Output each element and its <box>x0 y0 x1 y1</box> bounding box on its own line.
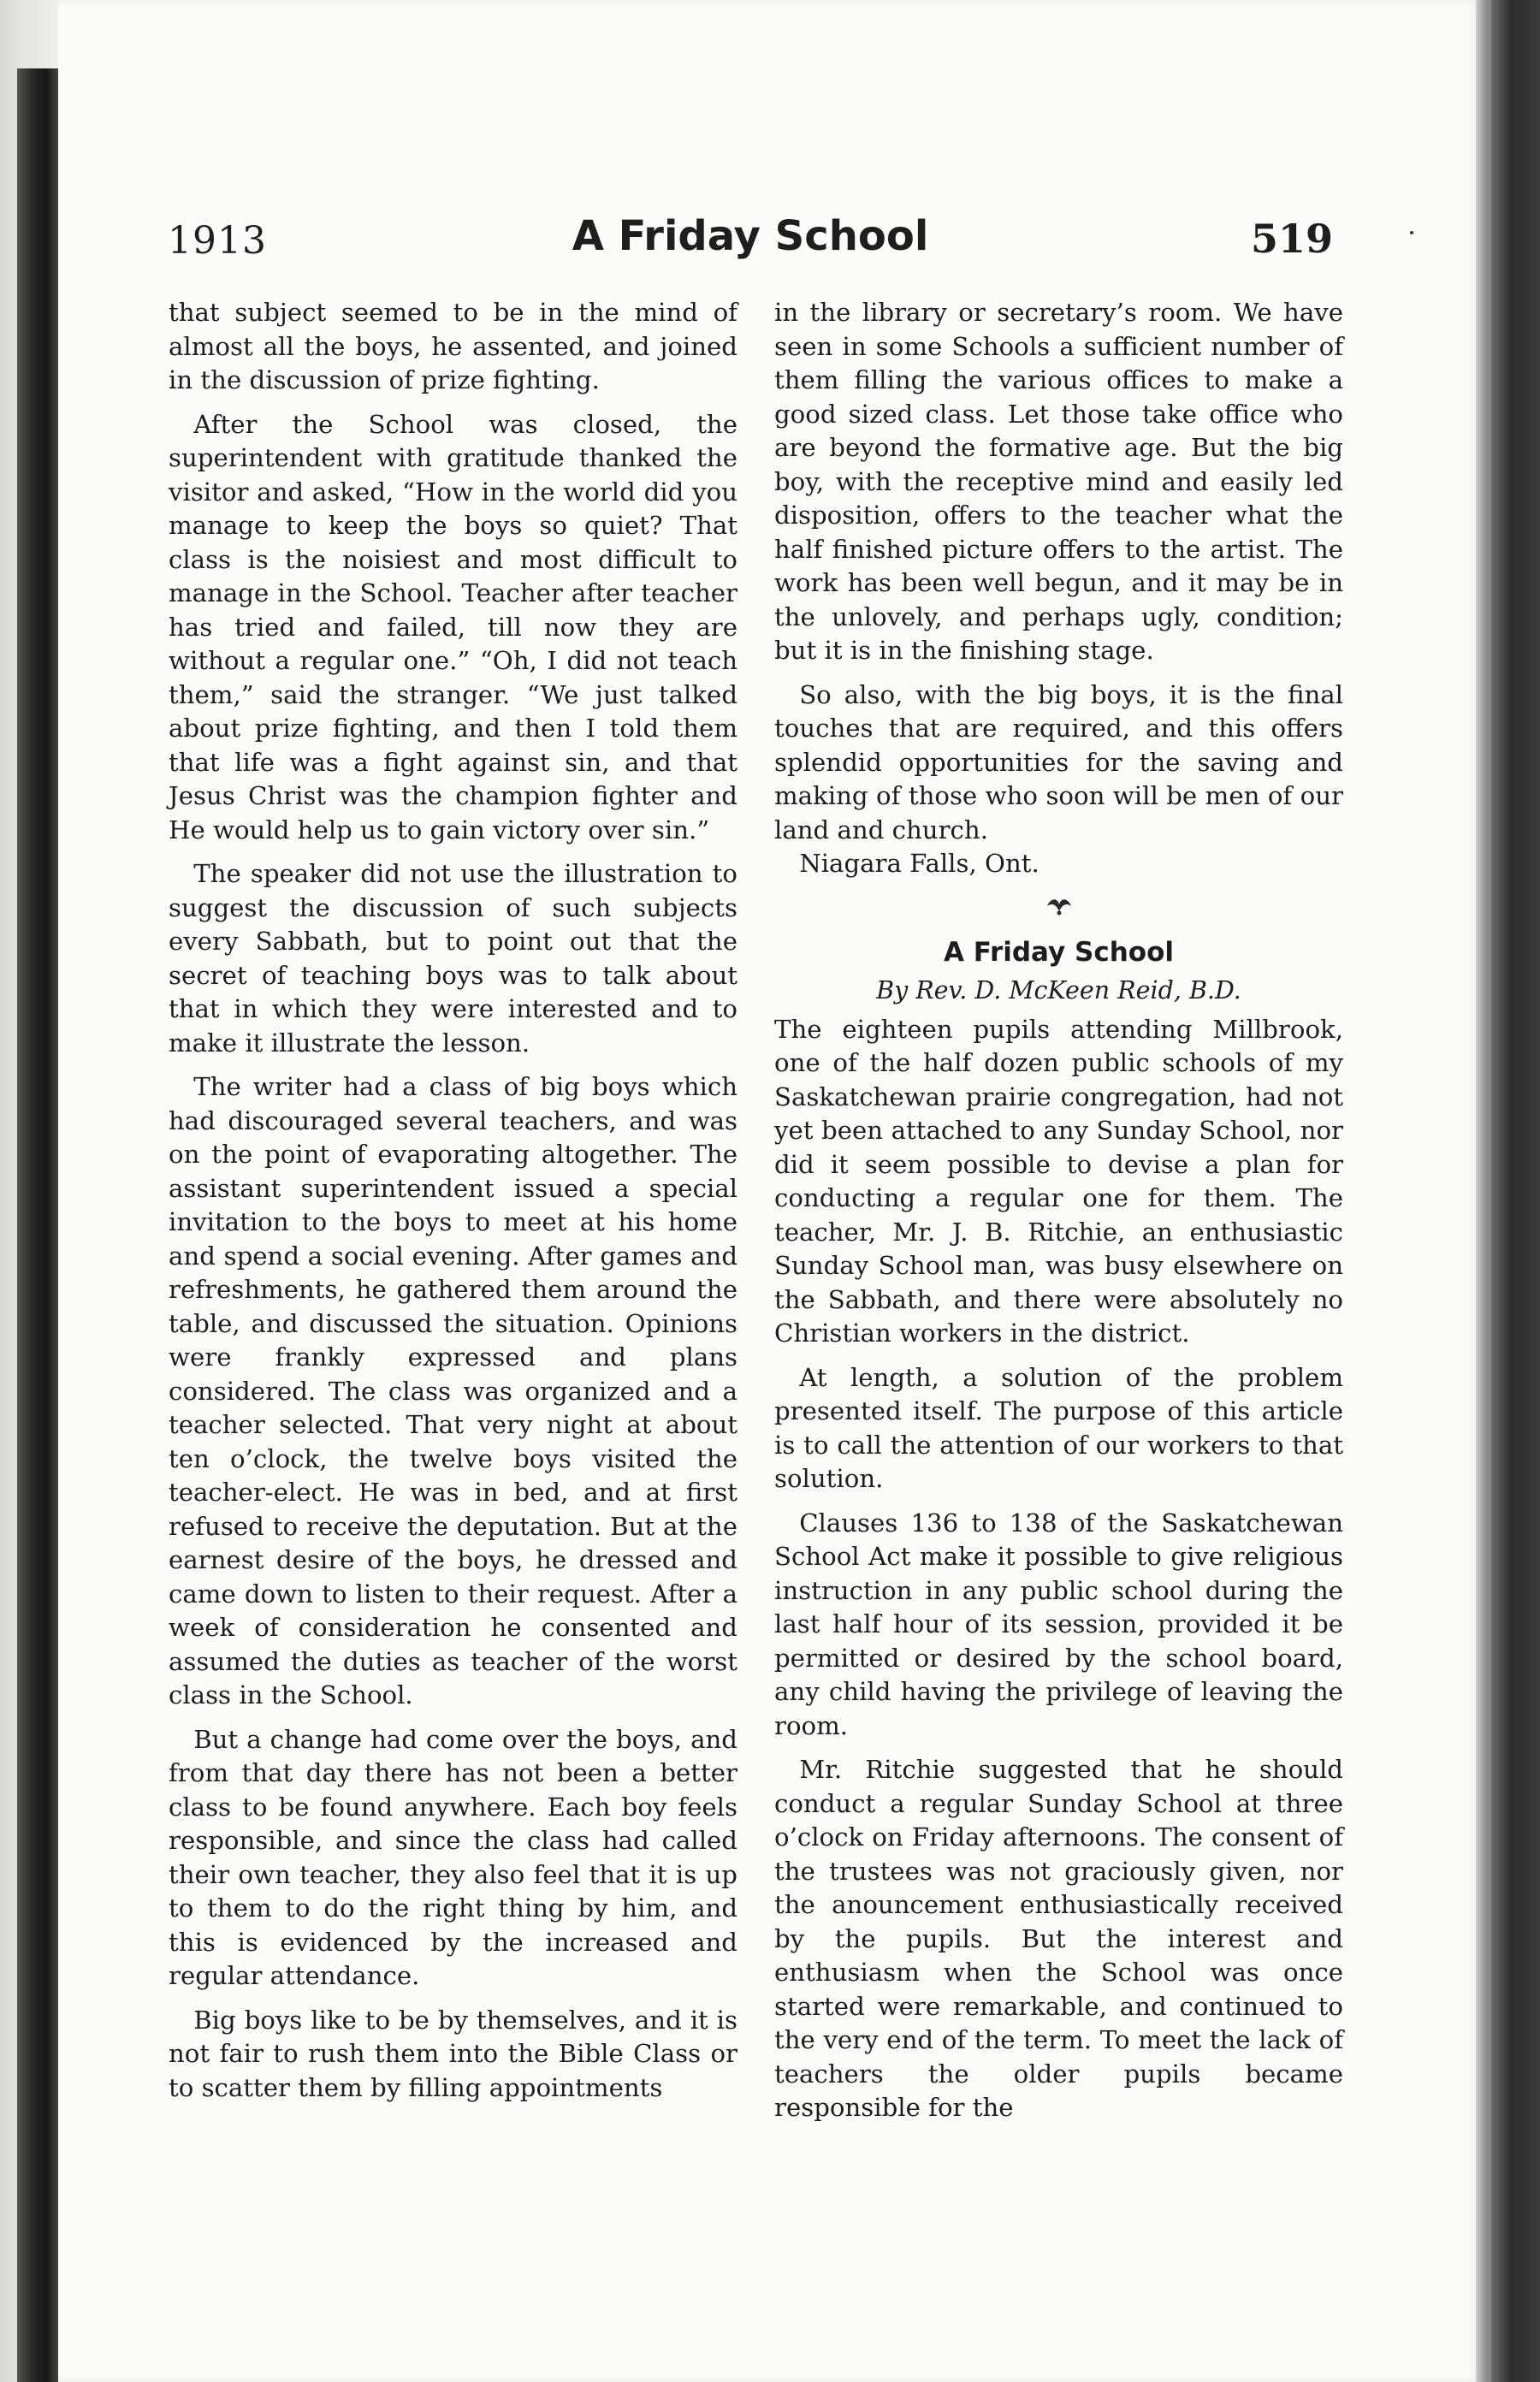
place-signature: Niagara Falls, Ont. <box>799 849 1040 878</box>
paragraph: Mr. Ritchie suggested that he should conduct a regular Sunday School at three o’clock on Friday afternoons. The consent of the trustees was not graciously given, nor the anouncement enthusiastically received by the pupils. But the interest and enthusiasm when the School was once started were remarkable, and continued to the very end of the term. To meet the lack of teachers the older pupils became responsible for the <box>774 1755 1343 2122</box>
paragraph: So also, with the big boys, it is the final touches that are required, and this offers splendid opportunities for the saving and making of those who soon will be men of our land and church. <box>774 679 1343 844</box>
running-head-year: 1913 <box>168 219 267 263</box>
paragraph: The eighteen pupils attending Millbrook, one of the half dozen public schools of my Saskatchewan prairie congregation, had not yet been attached to any Sunday School, nor did it seem possible to devise a plan for conducting a regular one for them. The teacher, Mr. J. B. Ritchie, an enthusiastic Sunday School man, was busy elsewhere on the Sabbath, and there were absolutely no Christian workers in the district. <box>774 1014 1343 1348</box>
page-edge-shadow <box>1476 0 1540 2382</box>
right-column <box>774 296 1343 2125</box>
section-ornament <box>774 881 1343 927</box>
running-head-title: A Friday School <box>572 212 929 260</box>
spine-shadow <box>17 68 58 2382</box>
article-title: A Friday School <box>943 936 1175 968</box>
paragraph: After the School was closed, the superintendent with gratitude thanked the visitor and asked, “How in the world did you manage to keep the boys so quiet? That class is the noisiest and most difficult to manage in the School. Teacher after teacher has tried and failed, till now they are without a regular one.” “Oh, I did not teach them,” said the stranger. “We just talked about prize fighting, and then I told them that life was a fight against sin, and that Jesus Christ was the champion fighter and He would help us to gain victory over sin.” <box>169 409 737 844</box>
paragraph: The writer had a class of big boys which had discouraged several teachers, and was on the point of evaporating altogether. The assistant superintendent issued a special invitation to the boys to meet at his home and spend a social evening. After games and refreshments, he gathered them around the table, and discussed the situation. Opinions were frankly expressed and plans considered. The class was organized and a teacher selected. That very night at about ten o’clock, the twelve boys visited the teacher-elect. He was in bed, and at first refused to receive the deputation. But at the earnest desire of the boys, he dressed and came down to listen to their request. After a week of consideration he consented and assumed the duties as teacher of the worst class in the School. <box>169 1072 737 1709</box>
article-byline: By Rev. D. McKeen Reid, B.D. <box>876 975 1241 1004</box>
paragraph: in the library or secretary’s room. We have seen in some Schools a sufficient number of them filling the various offices to make a good sized class. Let those take office who are beyond the formative age. But the big boy, with the receptive mind and easily led disposition, offers to the teacher what the half finished picture offers to the artist. The work has been well begun, and it may be in the unlovely, and perhaps ugly, condition; but it is in the finishing stage. <box>774 298 1343 665</box>
left-column <box>169 296 737 2105</box>
dust-speck <box>1410 231 1413 234</box>
paragraph: At length, a solution of the problem presented itself. The purpose of this article is to call the attention of our workers to that solution. <box>774 1362 1343 1493</box>
paragraph: Big boys like to be by themselves, and it is not fair to rush them into the Bible Class or to scatter them by filling appointments <box>169 2005 737 2102</box>
page-number: 519 <box>1250 216 1333 262</box>
paragraph: Clauses 136 to 138 of the Saskatchewan School Act make it possible to give religious instruction in any public school during the last half hour of its session, provided it be permitted or desired by the school board, any child having the privilege of leaving the room. <box>774 1508 1343 1740</box>
fleuron-icon <box>1042 894 1076 916</box>
dust-speck <box>1514 1412 1519 1420</box>
running-head <box>168 212 1333 272</box>
paragraph: But a change had come over the boys, and from that day there has not been a better class to be found anywhere. Each boy feels responsible, and since the class had called their own teacher, they also feel that it is up to them to do the right thing by him, and this is evidenced by the increased and regular attendance. <box>169 1724 737 1990</box>
paragraph: The speaker did not use the illustration to suggest the discussion of such subjects every Sabbath, but to point out that the secret of teaching boys was to talk about that in which they were interested and to make it illustrate the lesson. <box>169 859 737 1058</box>
paragraph: that subject seemed to be in the mind of almost all the boys, he assented, and joined in the discussion of prize fighting. <box>169 298 737 394</box>
